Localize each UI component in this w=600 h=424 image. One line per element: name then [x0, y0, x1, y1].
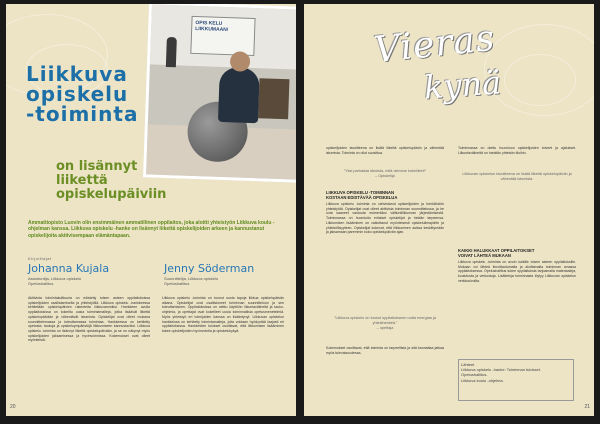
title-line: Liikkuva [26, 62, 128, 86]
body-column: Toiminnassa on otettu huomioon opiskelijoiden toiveet ja ajatukset. Liikuntavälineitä on hankittu yhteisiin tiloihin. [458, 146, 576, 155]
body-column: Aktiivista toimintakulttuuria on edistetty toisen asteen oppilaitoksissa opiskelijoiden osallistamisella ja yhteistyöllä. Liikkuva opiskelu -hankkeessa kehitetään opiskelupäivien rakenteita liikkuvammiksi. Hankkeen avulla oppilaitoksissa on kokeiltu uusia toimintamalleja, jotka lisäävät liikettä opiskelupäivään ja vähentävät istumista. Opiskelijat ovat olleet mukana suunnittelemassa ja toteuttamassa toimintaa. Hankkeessa on kehitetty opetusta, taukoja ja opiskeluympäristöjä liikkumiseen kannustaviksi. Liikkuva opiskelu -toiminta on lisännyt liikettä opiskelupäivään, ja se on näkynyt myös opiskelijoiden jaksamisessa ja hyvinvoinnissa. Kokemukset ovat olleet myönteisiä. [28, 296, 150, 343]
projector-screen [190, 16, 255, 56]
page-number: 21 [584, 404, 590, 410]
article-subtitle [56, 160, 166, 202]
logo-line: Vieras [372, 17, 498, 72]
logo-line: kynä [422, 63, 503, 107]
classroom-photo [143, 4, 296, 183]
sources-box [458, 359, 574, 401]
screen-text: OPIS KELU LIIKKUMAAN! [195, 19, 229, 34]
section-heading: KAIKKI HALUKKAAT OPPILAITOKSET VOIVAT LÄHTEÄ MUKAAN [458, 248, 535, 258]
body-column: Liikkuva opiskelu -toiminta on tuonut uusia tapoja liikkua opiskelupäivän aikana. Opiskelijat ovat osallistuneet toiminnan suunnitteluun ja sen toteuttamiseen. Oppilaitoksissa on otettu käyttöön liikuntavälineitä ja tauko-ohjelmia, ja opettajat ovat kokeilleet uusia toiminnallisia opetusmenetelmiä. Myös yhteistyö eri toimijoiden kanssa on lisääntynyt. Liikkuvan opiskelun hankkeissa on kehitetty toimintamalleja, joita voidaan hyödyntää laajasti eri oppilaitoksissa. Hankkeiden tulokset osoittavat, että liikkumisen lisääminen tukee opiskelijoiden hyvinvointia ja opiskelukykyä. [162, 296, 284, 333]
body-column: opiskelijoiden tavoitteena on lisätä liikettä opiskelupäiviin ja vähentää istumista. Toiminta on ollut suosittua. [326, 146, 444, 155]
author-role: Suunnittelija, Liikkuva opiskelu Opetushallitus [164, 276, 219, 286]
lead-paragraph: Ammattiopisto Luovin olin ensimmäinen ammatillinen oppilaitos, joka aloitti yhteistyön Liikkuva koulu -ohjelman kanssa. Liikkuva opiskelu -hanke on lisännyt liikettä opiskelijoiden arkeen ja kannustanut opiskelijoita aktiivisempaan elämäntapaan. [28, 220, 275, 239]
body-column: Liikkuva opiskelu -toiminta on avoin kaikille toisen asteen oppilaitoksille. Mukaan voi lähteä ilmoittautumalla ja aloittamalla toiminnan omassa oppilaitoksessa. Opetushallitus tukee oppilaitoksia tarjoamalla materiaaleja, koulutusta ja verkostoja. Lisätietoja toiminnasta löytyy Liikkuvan opiskelun verkkosivuilta. [458, 260, 576, 283]
pull-quote: "Yksi parhaista ideoista, mitä olemme kokeilleet!" – Opiskelija [343, 169, 427, 178]
body-column: Liikkuva opiskelu -toiminta on vahvistanut opiskelijoiden ja henkilöstön yhteistyötä. Opiskelijat ovat olleet aktiivisia toiminnan suunnittelussa, ja he ovat saaneet vastuuta esimerkiksi välituntiliikunnan järjestämisestä. Toiminnassa on huomioitu erilaiset opiskelijat ja heidän tarpeensa. Liikkumisen lisääminen on vaikuttanut myönteisesti opiskeluilmapiiriin ja yhteisöllisyyteen. Opiskelijat kokevat, että liikkuminen auttaa keskittymään ja jaksamaan paremmin koko opiskelupäivän ajan. [326, 202, 444, 235]
right-page [304, 4, 594, 416]
author-name: Jenny Söderman [164, 262, 255, 275]
title-line: opiskelu [26, 82, 129, 106]
subtitle-line: liikettä [56, 173, 108, 188]
pull-quote: "Liikkuva opiskelu on tuonut oppilaitokseen uutta energiaa ja yhteishenkeä." – opettaja [334, 316, 436, 330]
title-line: -toiminta [26, 102, 139, 126]
sources-text: Lähteet Liikkuva opiskelu -hanke: Toiminnan tulokset. Opetushallitus. Liikkuva koulu -ohjelma. [461, 362, 541, 383]
author-role: Asiantuntija, Liikkuva opiskelu Opetushallitus [28, 276, 82, 286]
left-page [6, 4, 296, 416]
pull-quote: Liikkuvan opiskelun tavoitteena on lisätä liikettä opiskelupäiviin ja vähentää istumista. [462, 172, 572, 181]
subtitle-line: opiskelupäiviin [56, 187, 167, 202]
body-column: Kokemukset osoittavat, että toiminta on tarpeellista ja sitä kannattaa jatkaa myös tulevaisuudessa. [326, 346, 444, 355]
author-name: Johanna Kujala [28, 262, 110, 275]
section-heading: LIIKKUVA OPISKELU -TOIMINNAN KOSTAAN EDISTÄVÄÄ OPISKELUA [326, 190, 398, 200]
vieraskyna-logo [364, 14, 564, 124]
page-number: 20 [10, 404, 16, 410]
subtitle-line: on lisännyt [56, 159, 138, 174]
article-title [26, 64, 138, 124]
authors-label: Kirjoittajat [28, 256, 52, 261]
